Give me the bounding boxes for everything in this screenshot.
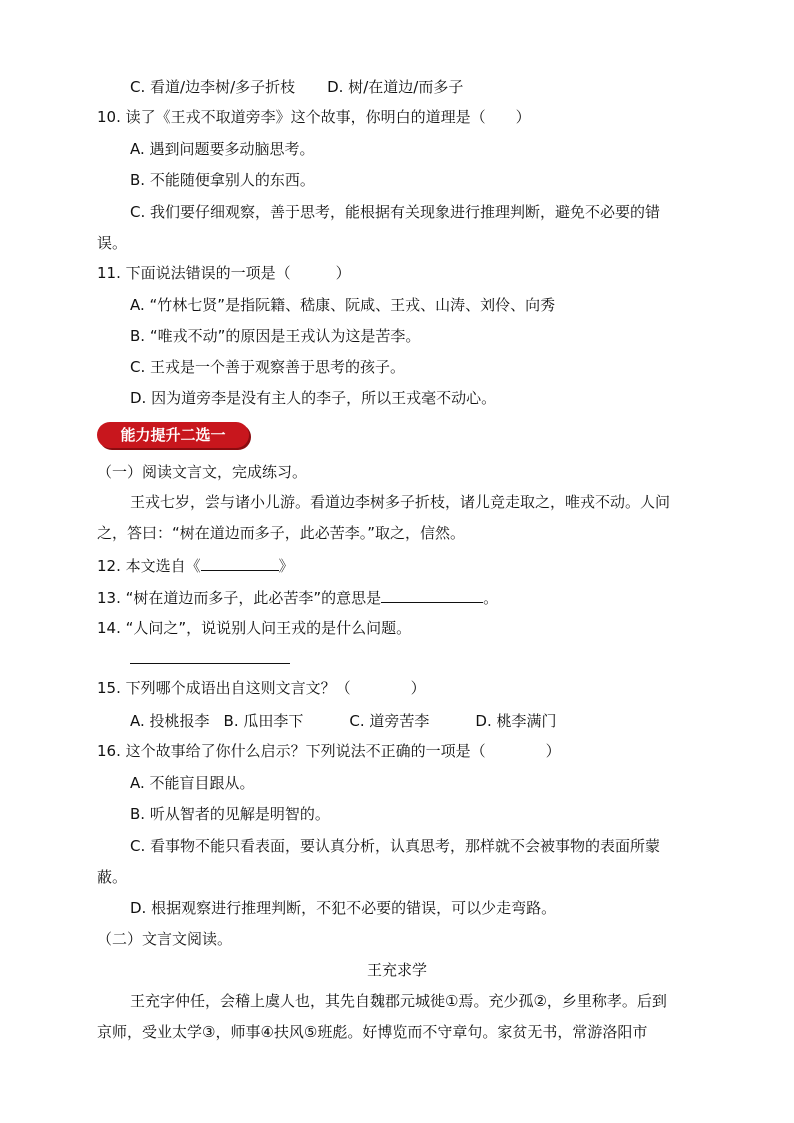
q11-option-c: C. 王戎是一个善于观察善于思考的孩子。 xyxy=(130,358,406,376)
q14-answer-line[interactable] xyxy=(130,663,290,664)
part2-passage-line1: 王充字仲任，会稽上虞人也，其先自魏郡元城徙①焉。充少孤②，乡里称孝。后到 xyxy=(130,992,667,1010)
q10-option-c-cont: 误。 xyxy=(97,234,128,252)
q14-stem: 14. “人问之”，说说别人问王戎的是什么问题。 xyxy=(97,619,412,637)
part1-passage-line2: 之，答曰：“树在道边而多子，此必苦李。”取之，信然。 xyxy=(97,524,466,542)
q9-option-c: C. 看道/边李树/多子折枝 xyxy=(130,78,296,96)
section-banner: 能力提升二选一 xyxy=(97,422,249,448)
q9-option-d: D. 树/在道边/而多子 xyxy=(327,78,464,96)
q11-stem: 11. 下面说法错误的一项是（ ） xyxy=(97,264,351,282)
q16-stem: 16. 这个故事给了你什么启示？下列说法不正确的一项是（ ） xyxy=(97,742,561,760)
q11-option-d: D. 因为道旁李是没有主人的李子，所以王戎毫不动心。 xyxy=(130,389,497,407)
q15-option-a: A. 投桃报李 xyxy=(130,712,210,730)
q12-answer-blank[interactable] xyxy=(201,555,279,571)
part2-heading: （二）文言文阅读。 xyxy=(97,930,233,948)
q11-option-b: B. “唯戎不动”的原因是王戎认为这是苦李。 xyxy=(130,327,421,345)
q10-option-a: A. 遇到问题要多动脑思考。 xyxy=(130,140,315,158)
q15-options-row xyxy=(130,711,556,731)
q15-option-b: B. 瓜田李下 xyxy=(223,712,304,730)
q10-stem: 10. 读了《王戎不取道旁李》这个故事，你明白的道理是（ ） xyxy=(97,108,531,126)
q13-answer-blank[interactable] xyxy=(381,587,483,603)
q13-close: 。 xyxy=(483,589,499,607)
q15-option-d: D. 桃李满门 xyxy=(475,712,557,730)
q9-options-row xyxy=(130,77,463,97)
q12-stem: 12. 本文选自《 xyxy=(97,557,201,575)
q16-option-a: A. 不能盲目跟从。 xyxy=(130,774,255,792)
q13-stem: 13. “树在道边而多子，此必苦李”的意思是 xyxy=(97,589,382,607)
q10-option-b: B. 不能随便拿别人的东西。 xyxy=(130,171,315,189)
q15-stem: 15. 下列哪个成语出自这则文言文？（ ） xyxy=(97,679,426,697)
q16-option-d: D. 根据观察进行推理判断，不犯不必要的错误，可以少走弯路。 xyxy=(130,899,557,917)
part1-heading: （一）阅读文言文，完成练习。 xyxy=(97,463,308,481)
part2-title: 王充求学 xyxy=(366,961,427,979)
part2-passage-line2: 京师，受业太学③，师事④扶风⑤班彪。好博览而不守章句。家贫无书，常游洛阳市 xyxy=(97,1023,648,1041)
q16-option-b: B. 听从智者的见解是明智的。 xyxy=(130,805,330,823)
q16-option-c-cont: 蔽。 xyxy=(97,868,128,886)
q16-option-c: C. 看事物不能只看表面，要认真分析，认真思考，那样就不会被事物的表面所蒙 xyxy=(130,837,661,855)
q15-option-c: C. 道旁苦李 xyxy=(349,712,430,730)
q12-close: 》 xyxy=(278,557,294,575)
q11-option-a: A. “竹林七贤”是指阮籍、嵇康、阮咸、王戎、山涛、刘伶、向秀 xyxy=(130,296,556,314)
part1-passage-line1: 王戎七岁，尝与诸小儿游。看道边李树多子折枝，诸儿竞走取之，唯戎不动。人问 xyxy=(130,493,671,511)
q12-row xyxy=(97,555,294,576)
q13-row xyxy=(97,587,498,608)
q10-option-c: C. 我们要仔细观察，善于思考，能根据有关现象进行推理判断，避免不必要的错 xyxy=(130,203,661,221)
